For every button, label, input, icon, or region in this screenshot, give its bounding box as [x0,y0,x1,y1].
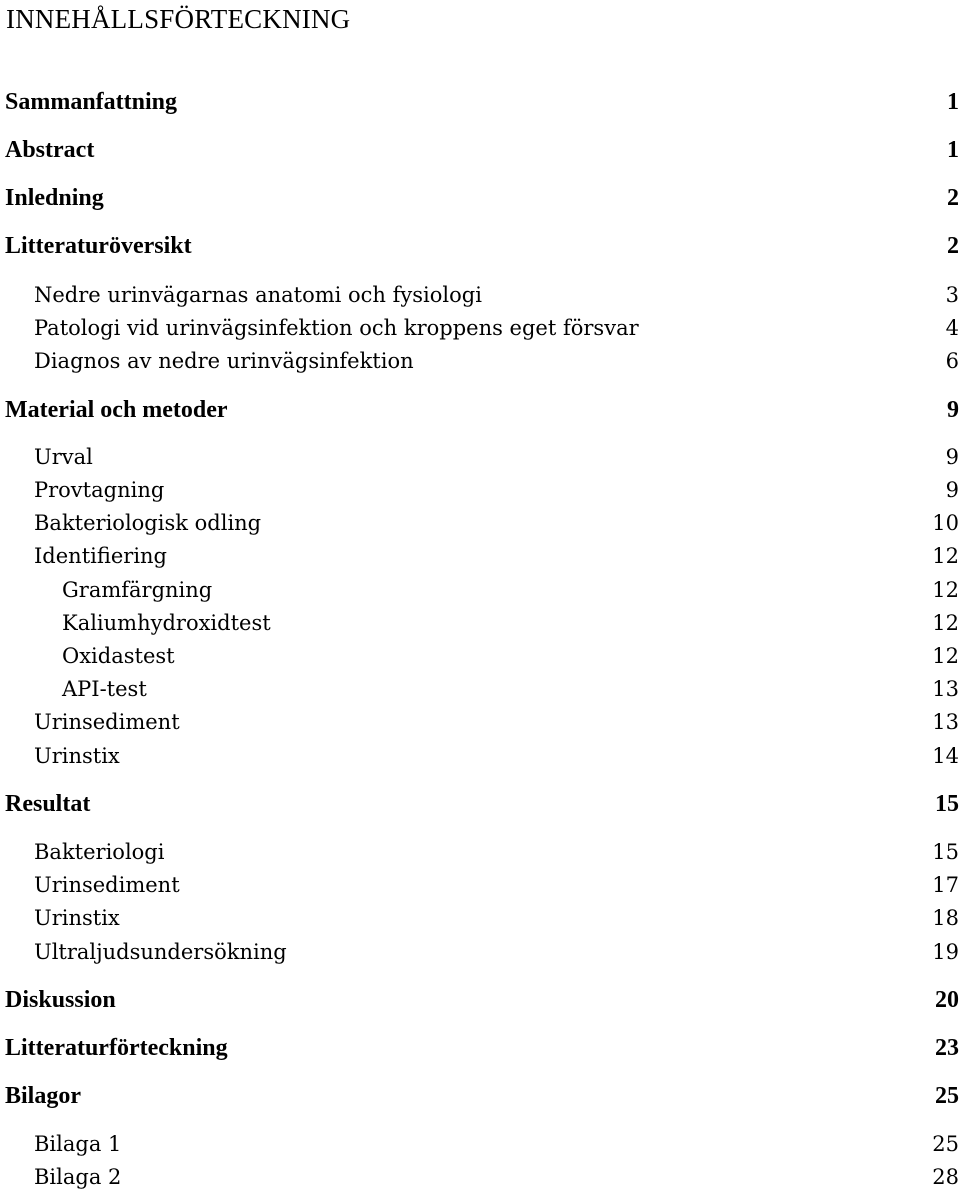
toc-entry-label: Bilaga 2 [34,1165,122,1189]
toc-entry-label: Provtagning [34,478,165,502]
toc-entry-label: Identifiering [34,544,168,568]
toc-entry-label: Material och metoder [5,397,228,423]
toc-entry-page-number: 15 [935,791,959,817]
toc-entry [0,135,960,165]
toc-entry-page-number: 2 [947,233,959,259]
toc-entry-page-number: 9 [945,445,959,469]
toc-entry [0,1129,960,1159]
toc-entry [0,575,960,605]
toc-entry-label: Bakteriologisk odling [34,511,262,535]
toc-entry-page-number: 25 [935,1083,959,1109]
toc-entry-page-number: 1 [947,137,959,163]
toc-entry-page-number: 12 [932,578,959,602]
toc-entry [0,608,960,638]
toc-entry [0,1162,960,1192]
toc-entry-label: Urval [34,445,93,469]
toc-entry [0,870,960,900]
toc-entry [0,541,960,571]
toc-entry-label: Diagnos av nedre urinvägsinfektion [34,349,414,373]
toc-entry [0,789,960,819]
toc-entry-page-number: 19 [932,940,959,964]
toc-entry-label: Gramfärgning [62,578,213,602]
toc-entry-label: Diskussion [5,987,116,1013]
toc-entry-label: Urinstix [34,744,120,768]
toc-entry-page-number: 18 [932,906,959,930]
toc-entry-page-number: 13 [932,710,959,734]
toc-entry [0,231,960,261]
toc-entry [0,985,960,1015]
toc-entry [0,707,960,737]
toc-entry [0,87,960,117]
toc-entry-page-number: 12 [932,611,959,635]
toc-entry-label: Patologi vid urinvägsinfektion och kroppens eget försvar [34,316,639,340]
toc-entry-label: API-test [62,677,147,701]
toc-entry-page-number: 9 [945,478,959,502]
toc-entry [0,837,960,867]
toc-entry [0,475,960,505]
toc-entry-label: Abstract [5,137,95,163]
toc-entry-label: Urinsediment [34,873,180,897]
toc-entry-page-number: 4 [945,316,959,340]
toc-entry-page-number: 9 [947,397,959,423]
toc-entry [0,741,960,771]
toc-entry-page-number: 14 [932,744,959,768]
toc-entry [0,280,960,310]
toc-entry-page-number: 20 [935,987,959,1013]
toc-entry-label: Litteraturöversikt [5,233,192,259]
toc-entry-label: Sammanfattning [5,89,178,115]
toc-entry-page-number: 17 [932,873,959,897]
toc-entry-page-number: 23 [935,1035,959,1061]
toc-entry [0,674,960,704]
toc-entry-label: Litteraturförteckning [5,1035,228,1061]
toc-entry-page-number: 28 [932,1165,959,1189]
toc-entry-page-number: 10 [932,511,959,535]
toc-entry-page-number: 3 [945,283,959,307]
toc-entry [0,313,960,343]
toc-entry-page-number: 6 [945,349,959,373]
toc-entry-page-number: 1 [947,89,959,115]
toc-entry-label: Urinstix [34,906,120,930]
toc-entry-page-number: 25 [932,1132,959,1156]
toc-entry [0,442,960,472]
toc-entry [0,1081,960,1111]
toc-entry-label: Resultat [5,791,91,817]
toc-entry-page-number: 13 [932,677,959,701]
toc-entry-label: Urinsediment [34,710,180,734]
toc-entry-label: Bilaga 1 [34,1132,122,1156]
toc-entry-label: Ultraljudsundersökning [34,940,287,964]
toc-entry [0,508,960,538]
toc-entry-label: Bakteriologi [34,840,165,864]
toc-entry [0,183,960,213]
toc-entry-page-number: 12 [932,644,959,668]
page-title: INNEHÅLLSFÖRTECKNING [6,4,351,34]
toc-entry [0,1033,960,1063]
toc-entry [0,346,960,376]
toc-entry-label: Kaliumhydroxidtest [62,611,271,635]
toc-entry [0,395,960,425]
toc-entry-page-number: 2 [947,185,959,211]
toc-entry [0,903,960,933]
toc-entry [0,641,960,671]
toc-entry-page-number: 12 [932,544,959,568]
toc-entry-label: Oxidastest [62,644,175,668]
toc-entry-label: Bilagor [5,1083,81,1109]
toc-entry-label: Inledning [5,185,104,211]
toc-entry [0,937,960,967]
toc-entry-page-number: 15 [932,840,959,864]
toc-entry-label: Nedre urinvägarnas anatomi och fysiologi [34,283,482,307]
